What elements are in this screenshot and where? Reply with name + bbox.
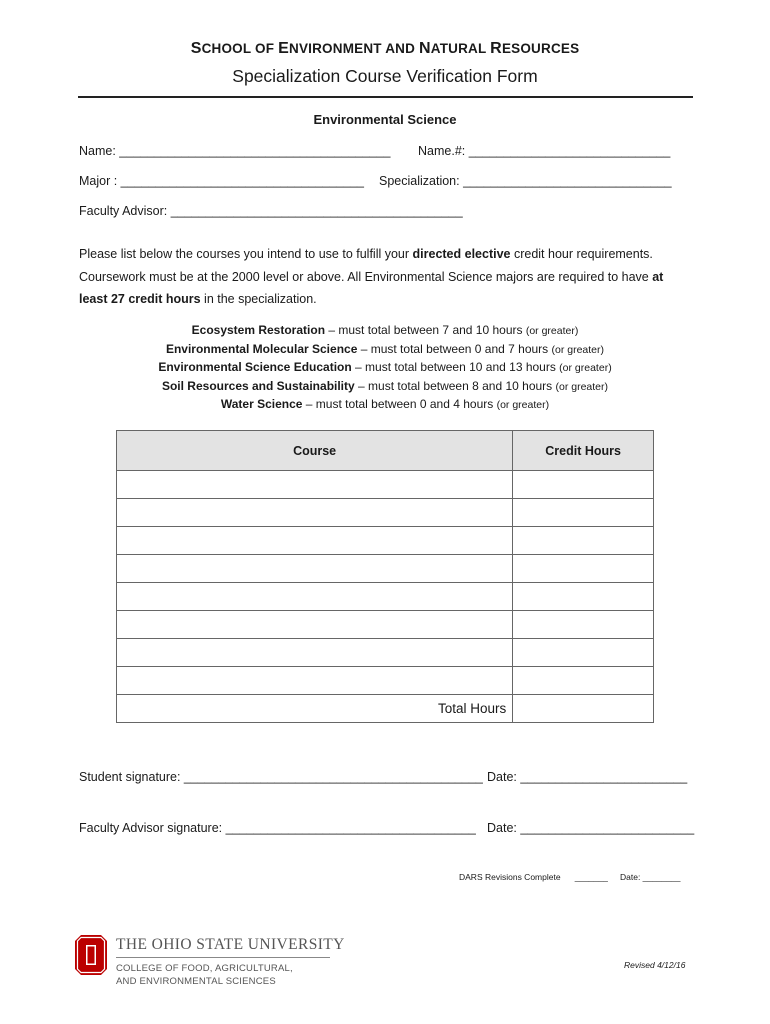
table-row: [117, 611, 654, 639]
course-column-header: Course: [117, 431, 513, 471]
dars-date-field[interactable]: Date: ________: [620, 872, 681, 882]
credit-hours-cell[interactable]: [513, 471, 654, 499]
dars-revisions-field[interactable]: DARS Revisions Complete _______: [459, 872, 608, 882]
student-signature-field[interactable]: Student signature: ___________________________________________: [79, 770, 483, 784]
name-field[interactable]: Name: _______________________________________: [79, 144, 391, 158]
credit-hours-cell[interactable]: [513, 583, 654, 611]
revision-date: Revised 4/12/16: [624, 960, 686, 970]
student-date-field[interactable]: Date: ________________________: [487, 770, 688, 784]
course-cell[interactable]: [117, 471, 513, 499]
requirement-item: Ecosystem Restoration – must total between 7 and 10 hours (or greater): [191, 323, 579, 337]
college-name-line2: AND ENVIRONMENTAL SCIENCES: [116, 975, 276, 987]
course-cell[interactable]: [117, 639, 513, 667]
course-table: [116, 430, 654, 723]
credit-hours-column-header: Credit Hours: [513, 431, 654, 471]
name-number-field[interactable]: Name.#: _____________________________: [418, 144, 671, 158]
course-cell[interactable]: [117, 527, 513, 555]
credit-hours-cell[interactable]: [513, 639, 654, 667]
table-row: [117, 555, 654, 583]
advisor-signature-field[interactable]: Faculty Advisor signature: ____________________________________: [79, 821, 476, 835]
program-title: Environmental Science: [313, 112, 457, 127]
requirement-item: Environmental Science Education – must total between 10 and 13 hours (or greater): [158, 360, 612, 374]
faculty-advisor-field[interactable]: Faculty Advisor: __________________________________________: [79, 204, 463, 218]
credit-hours-cell[interactable]: [513, 499, 654, 527]
requirements-list: [0, 322, 770, 415]
major-field[interactable]: Major : ___________________________________: [79, 174, 364, 188]
requirement-item: Environmental Molecular Science – must total between 0 and 7 hours (or greater): [165, 341, 605, 356]
college-name-line1: COLLEGE OF FOOD, AGRICULTURAL,: [116, 963, 293, 974]
table-header-row: [117, 431, 654, 471]
table-row: [117, 499, 654, 527]
form-title: Specialization Course Verification Form: [232, 66, 538, 86]
table-row: [117, 639, 654, 667]
college-name: [116, 963, 293, 988]
total-hours-label: Total Hours: [117, 695, 513, 723]
table-row: [117, 527, 654, 555]
total-row: [117, 695, 654, 723]
instructions-paragraph: Please list below the courses you intend to use to fulfill your directed elective credit hour requirements. Coursework must be at the 2000 level or above. All Environmental Science majors are required to have at least 27 credit hours in the specialization.: [79, 247, 664, 306]
advisor-date-field[interactable]: Date: _________________________: [487, 821, 695, 835]
credit-hours-cell[interactable]: [513, 667, 654, 695]
credit-hours-cell[interactable]: [513, 611, 654, 639]
university-name: THE OHIO STATE UNIVERSITY: [116, 936, 345, 953]
specialization-field[interactable]: Specialization: ______________________________: [379, 174, 672, 188]
course-cell[interactable]: [117, 667, 513, 695]
course-cell[interactable]: [117, 583, 513, 611]
table-row: [117, 471, 654, 499]
requirement-item: Soil Resources and Sustainability – must total between 8 and 10 hours (or greater): [161, 378, 609, 393]
ohio-state-block-o-logo: [75, 935, 107, 975]
course-cell[interactable]: [117, 611, 513, 639]
course-cell[interactable]: [117, 499, 513, 527]
credit-hours-cell[interactable]: [513, 555, 654, 583]
table-row: [117, 667, 654, 695]
credit-hours-cell[interactable]: [513, 527, 654, 555]
table-row: [117, 583, 654, 611]
course-cell[interactable]: [117, 555, 513, 583]
footer-divider: [116, 957, 330, 958]
requirement-item: Water Science – must total between 0 and 4 hours (or greater): [220, 397, 550, 411]
total-hours-cell[interactable]: [513, 695, 654, 723]
school-name: SCHOOL OF ENVIRONMENT AND NATURAL RESOURCES: [190, 40, 580, 57]
title-divider: [78, 96, 693, 98]
